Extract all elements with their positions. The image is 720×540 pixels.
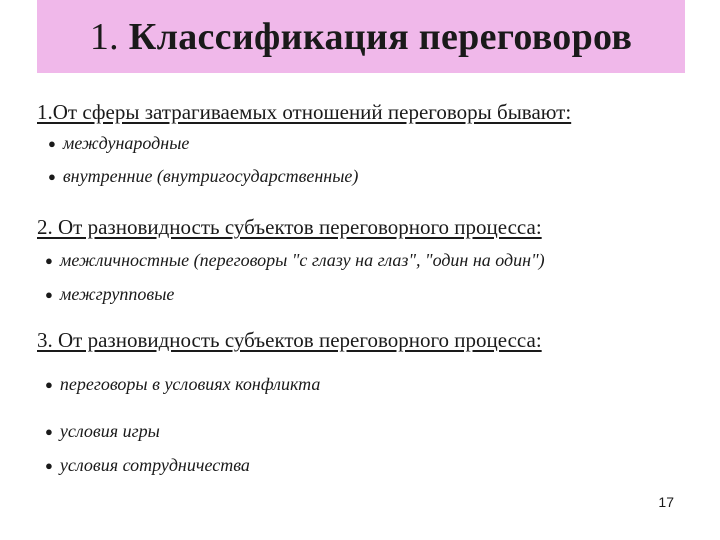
list-item [45,284,174,305]
list-item-text: межгрупповые [59,284,175,304]
slide-title [90,15,632,59]
bullet-icon: ● [45,376,53,392]
bullet-icon: ● [45,423,53,439]
list-item [48,166,358,187]
section-heading-1: 1.От сферы затрагиваемых отношений переговоры бывают: [37,100,572,124]
list-item [45,421,160,442]
list-item [48,133,189,154]
section-heading-3: 3. От разновидность субъектов переговорного процесса: [37,328,542,352]
page-number: 17 [658,494,674,510]
list-item-text: условия игры [59,421,160,441]
list-item-text: переговоры в условиях конфликта [59,374,321,394]
list-item [45,374,320,395]
bullet-icon: ● [48,168,56,184]
bullet-icon: ● [45,457,53,473]
bullet-icon: ● [45,286,53,302]
list-item-text: межличностные (переговоры "с глазу на глаз", "один на один") [59,250,545,270]
list-item [45,455,250,476]
bullet-icon: ● [48,135,56,151]
title-number: 1. [89,15,119,58]
list-item-text: условия сотрудничества [59,455,250,475]
section-heading-2: 2. От разновидность субъектов переговорного процесса: [37,215,542,239]
title-banner [37,0,685,73]
title-text: Классификация переговоров [128,15,633,58]
list-item-text: внутренние (внутригосударственные) [62,166,359,186]
list-item-text: международные [62,133,190,153]
list-item [45,250,545,271]
bullet-icon: ● [45,252,53,268]
